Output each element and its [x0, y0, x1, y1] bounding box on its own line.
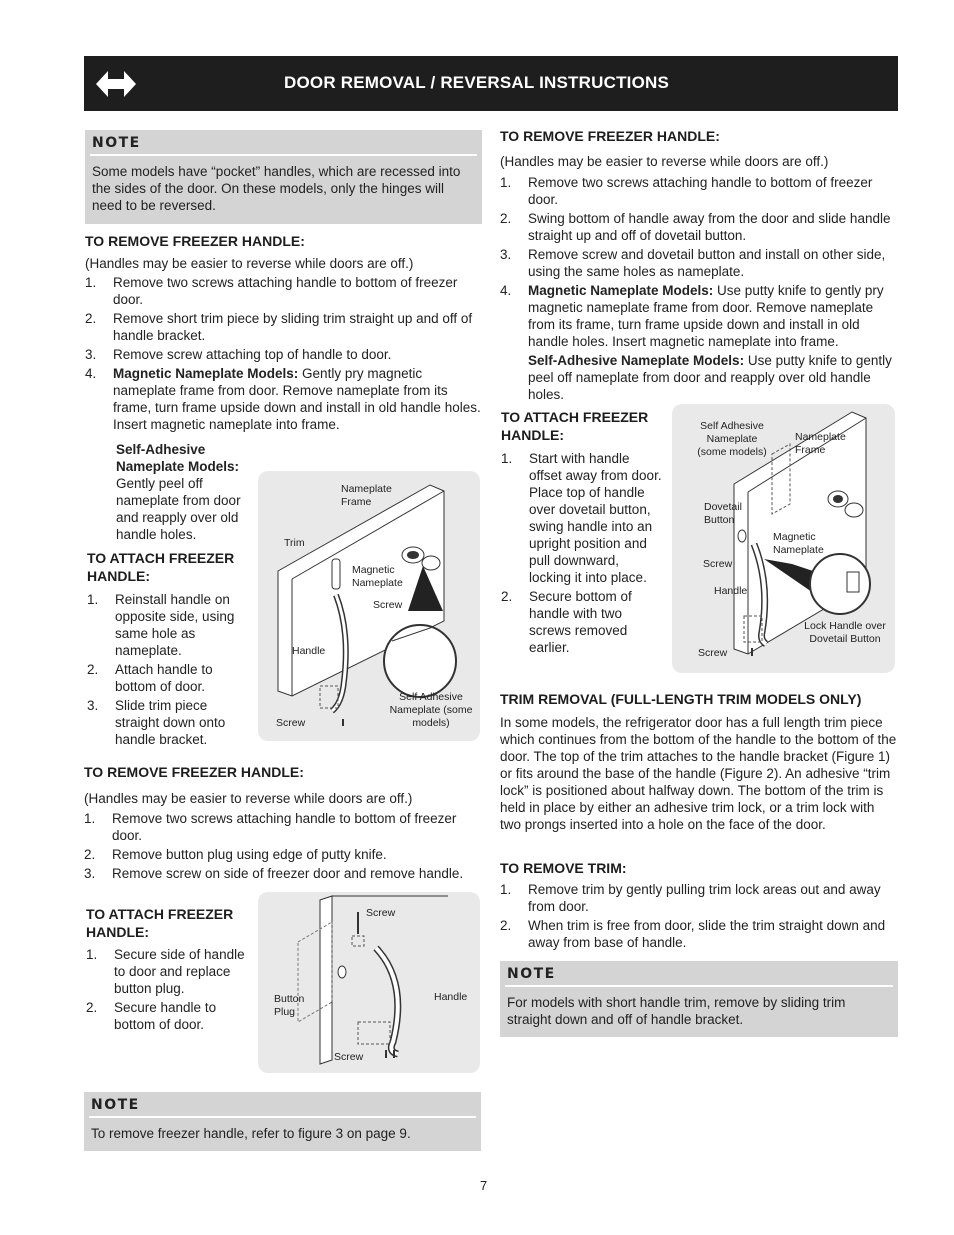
- label-magnetic-nameplate: Magnetic Nameplate: [352, 564, 403, 589]
- note-box: [85, 130, 482, 224]
- note-text: Some models have “pocket” handles, which are recessed into the sides of the door. On these models, only the hinges will need to be reversed.: [92, 164, 461, 213]
- note-box: [84, 1092, 481, 1151]
- label-screw-bottom: Screw: [276, 717, 306, 729]
- attach-heading: TO ATTACH FREEZER HANDLE:: [86, 906, 234, 940]
- list-item: 3. Remove screw and dovetail button and install on other side, using the same holes as nameplate.: [500, 247, 886, 279]
- list-item: 1. Remove two screws attaching handle to bottom of freezer door.: [500, 175, 873, 207]
- attach-heading: TO ATTACH FREEZER HANDLE:: [501, 409, 649, 443]
- note-label: NOTE: [91, 1097, 140, 1113]
- list-item: 2. Swing bottom of handle away from the door and slide handle straight up and off of dovetail button.: [500, 211, 891, 243]
- instruction-list: [500, 174, 898, 403]
- figure-handle-diagram: [258, 471, 480, 741]
- list-item: Self-Adhesive Nameplate Models: Use putty knife to gently peel off nameplate from door and reapply over old handle holes.: [528, 353, 892, 402]
- label-handle: Handle: [292, 645, 326, 657]
- trim-paragraph: In some models, the refrigerator door has a full length trim piece which continues from the bottom of the handle to the bottom of the door. The top of the trim attaches to the handle bracket (Figure 1) or fits around the base of the handle (Figure 2). An adhesive “trim lock” is positioned about halfway down. The bottom of the trim is held in place by either an adhesive trim lock, or a trim lock with two prongs inserted into a hole on the face of the door.: [500, 715, 897, 832]
- section-heading: TRIM REMOVAL (FULL-LENGTH TRIM MODELS ONLY): [500, 691, 862, 707]
- list-item: 2. Secure bottom of handle with two screws removed earlier.: [501, 589, 632, 655]
- list-item: 2. Remove button plug using edge of putty knife.: [84, 847, 387, 862]
- double-arrow-icon: [96, 71, 136, 97]
- instruction-list: [85, 274, 481, 433]
- section-intro: (Handles may be easier to reverse while doors are off.): [85, 256, 414, 271]
- attach-list: [87, 591, 247, 748]
- self-adhesive-note: Self-Adhesive Nameplate Models: Gently peel off nameplate from door and reapply over old handle holes.: [116, 442, 241, 542]
- attach-heading: TO ATTACH FREEZER HANDLE:: [87, 550, 235, 584]
- note-text: For models with short handle trim, remove by sliding trim straight down and off of handle bracket.: [507, 995, 846, 1027]
- list-item: 2. Remove short trim piece by sliding trim straight up and off of handle bracket.: [85, 311, 473, 343]
- label-self-adhesive: Self Adhesive Nameplate (some models): [697, 420, 767, 458]
- attach-list: [501, 450, 663, 656]
- label-handle: Handle: [714, 585, 748, 597]
- section-heading: TO REMOVE TRIM:: [500, 860, 627, 876]
- label-nameplate-frame: Nameplate Frame: [341, 483, 392, 508]
- label-screw: Screw: [703, 558, 733, 570]
- label-button-plug: Button Plug: [274, 993, 305, 1018]
- note-label: NOTE: [92, 135, 141, 151]
- list-item: 2. Attach handle to bottom of door.: [87, 662, 213, 694]
- list-item: 3. Remove screw attaching top of handle to door.: [85, 347, 392, 362]
- instruction-list: [84, 810, 480, 882]
- list-item: 4. Magnetic Nameplate Models: Use putty knife to gently pry magnetic nameplate frame from door. Remove nameplate from its frame, turn frame upside down and install in old handle holes. Insert magnetic nameplate into frame.: [500, 283, 884, 349]
- list-item: 2. Secure handle to bottom of door.: [86, 1000, 217, 1032]
- list-item: 3. Slide trim piece straight down onto handle bracket.: [87, 698, 226, 747]
- list-item: 1. Remove two screws attaching handle to bottom of freezer door.: [85, 275, 458, 307]
- label-magnetic-nameplate: Magnetic Nameplate: [773, 531, 824, 556]
- label-dovetail-button: Dovetail Button: [704, 501, 742, 526]
- note-text: To remove freezer handle, refer to figure 3 on page 9.: [91, 1126, 411, 1141]
- note-label: NOTE: [507, 966, 556, 982]
- instruction-list: [500, 881, 898, 951]
- label-self-adhesive: Self Adhesive Nameplate (some models): [389, 691, 473, 729]
- label-screw-bottom: Screw: [698, 647, 728, 659]
- section-intro: (Handles may be easier to reverse while doors are off.): [84, 791, 413, 806]
- note-box: [500, 961, 898, 1037]
- list-item: 1. Remove trim by gently pulling trim lock areas out and away from door.: [500, 882, 881, 914]
- list-item: 1. Reinstall handle on opposite side, using same hole as nameplate.: [87, 592, 235, 658]
- list-item: 1. Secure side of handle to door and replace button plug.: [86, 947, 245, 996]
- section-heading: TO REMOVE FREEZER HANDLE:: [85, 233, 305, 249]
- page-title: DOOR REMOVAL / REVERSAL INSTRUCTIONS: [284, 73, 670, 92]
- list-item: 1. Remove two screws attaching handle to bottom of freezer door.: [84, 811, 457, 843]
- section-heading: TO REMOVE FREEZER HANDLE:: [500, 128, 720, 144]
- label-handle: Handle: [434, 991, 468, 1003]
- list-item: 4. Magnetic Nameplate Models: Gently pry magnetic nameplate frame from door. Remove nameplate from its frame, turn frame upside down and install in old handle holes. Insert magnetic nameplate into frame.: [85, 366, 481, 432]
- section-intro: (Handles may be easier to reverse while doors are off.): [500, 154, 829, 169]
- list-item: 1. Start with handle offset away from door. Place top of handle over dovetail button, swing handle into an upright position and pull downward, locking it into place.: [501, 451, 662, 585]
- label-nameplate-frame: Nameplate Frame: [795, 431, 846, 456]
- section-header: [84, 56, 898, 111]
- label-lock-handle: Lock Handle over Dovetail Button: [804, 620, 886, 645]
- figure-dovetail-diagram: [672, 404, 895, 673]
- label-screw: Screw: [366, 907, 396, 919]
- attach-list: [86, 946, 246, 1033]
- label-trim: Trim: [284, 537, 305, 549]
- label-screw-bottom: Screw: [334, 1051, 364, 1063]
- page-number: 7: [480, 1178, 488, 1193]
- list-item: 2. When trim is free from door, slide the trim straight down and away from base of handle.: [500, 918, 886, 950]
- figure-button-plug-diagram: [258, 892, 480, 1073]
- label-screw: Screw: [373, 599, 403, 611]
- list-item: 3. Remove screw on side of freezer door and remove handle.: [84, 866, 464, 881]
- section-heading: TO REMOVE FREEZER HANDLE:: [84, 764, 304, 780]
